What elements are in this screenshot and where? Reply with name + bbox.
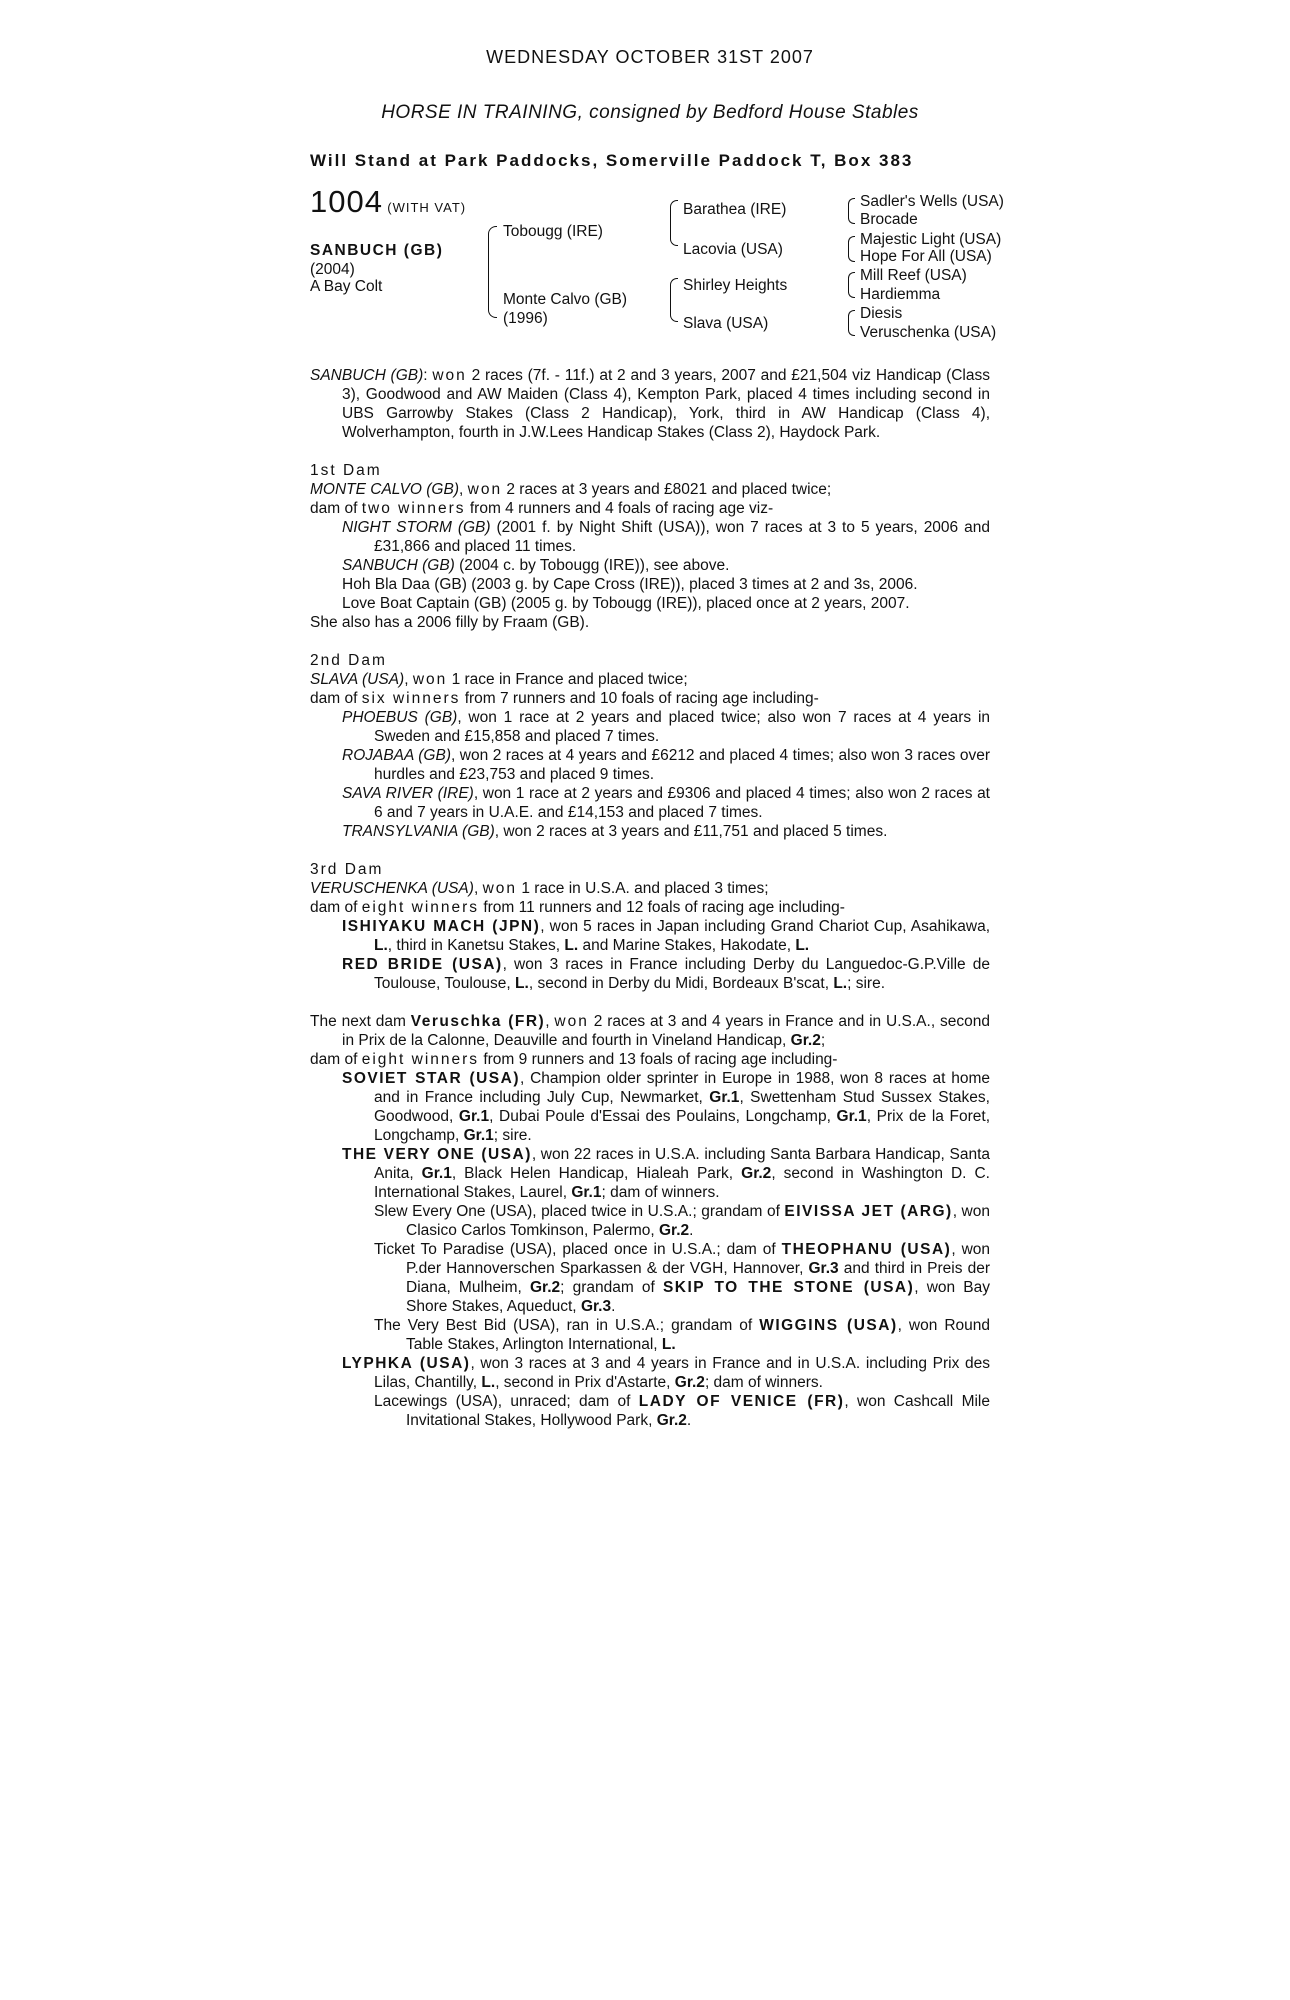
foal-text: , won Cashcall Mile Invitational Stakes, Hollywood Park, [406,1393,990,1429]
lot-number: 1004 [310,184,383,219]
grade-tag: Gr.1 [836,1108,867,1125]
vat-note: (WITH VAT) [387,200,467,215]
ggp-6: Hardiemma [860,286,941,303]
brace-ggp-1 [848,198,855,224]
third-dam-record-text: 1 race in U.S.A. and placed 3 times; [521,880,769,897]
first-dam-heading: 1st Dam [310,462,382,479]
foal-name: ISHIYAKU MACH (JPN) [342,918,541,935]
list-item [310,1069,990,1145]
dam-sire: Shirley Heights [683,277,788,294]
full-stop: . [689,1222,694,1239]
foal-text: (2001 f. by Night Shift (USA)), won 7 races at 3 to 5 years, 2006 and £31,866 and placed 11 times. [374,519,990,555]
foal-text: Love Boat Captain (GB) (2005 g. by Tobougg (IRE)), placed once at 2 years, 2007. [342,595,910,612]
foal-name: WIGGINS (USA) [759,1317,898,1334]
winners-count: two winners [361,500,466,517]
grade-tag: Gr.3 [808,1260,839,1277]
third-dam-heading: 3rd Dam [310,861,384,878]
dam-year: (1996) [503,310,548,327]
second-dam-produce [310,689,990,708]
brace-gen1 [488,226,497,318]
foal-text: , won 1 race at 2 years and placed twice; also won 7 races at 4 years in Sweden and £15,858 and placed 7 times. [374,709,991,745]
foal-text: , won 2 races at 4 years and £6212 and placed 4 times; also won 3 races over hurdles and £23,753 and placed 9 times. [374,747,990,783]
brace-ggp-4 [848,310,855,336]
foal-name: ROJABAA (GB) [342,747,451,764]
foal-text: , Prix de la Foret, Longchamp, [374,1108,990,1144]
ggp-7: Diesis [860,305,903,322]
list-item [310,822,990,841]
won-word: won [412,671,448,688]
sire-dam: Lacovia (USA) [683,241,783,258]
second-dam-record-text: 1 race in France and placed twice; [451,671,688,688]
dam-of-label: dam of [310,690,358,707]
foal-text: Ticket To Paradise (USA), placed once in U.S.A.; dam of [374,1241,776,1258]
grade-tag: Gr.2 [658,1222,690,1239]
foal-text: , Dubai Poule d'Essai des Poulains, Longchamp, [489,1108,831,1125]
list-item [310,746,990,784]
foal-text: The Very Best Bid (USA), ran in U.S.A.; grandam of [374,1317,753,1334]
grade-tag: Gr.2 [790,1032,821,1049]
brace-ggp-2 [848,236,855,262]
sire-sire: Barathea (IRE) [683,201,787,218]
sale-date: WEDNESDAY OCTOBER 31ST 2007 [486,47,814,67]
foal-text: and third in Preis der Diana, Mulheim, [406,1260,990,1296]
listed-tag: L. [661,1336,676,1353]
first-dam-record: MONTE CALVO (GB), won 2 races at 3 years and £8021 and placed twice; [310,481,832,498]
list-item [310,594,990,613]
list-item [310,1240,990,1316]
produce-summary: from 9 runners and 13 foals of racing age including- [483,1051,838,1068]
full-stop: . [686,1412,692,1429]
dam-name: Monte Calvo (GB) [503,291,628,308]
list-item [310,518,990,556]
list-item [310,1145,990,1202]
ggp-4: Hope For All (USA) [860,248,992,265]
lot-number-line [310,184,467,219]
listed-tag: L. [515,975,529,992]
first-dam-produce [310,499,990,518]
won-word: won [554,1013,589,1030]
listed-tag: L. [795,937,810,954]
grade-tag: Gr.1 [571,1184,602,1201]
third-dam-produce [310,898,990,917]
list-item [310,917,990,955]
brace-ggp-3 [848,272,855,298]
grade-tag: Gr.1 [421,1165,452,1182]
grade-tag: Gr.2 [741,1165,772,1182]
foal-text: , won Clasico Carlos Tomkinson, Palermo, [406,1203,990,1239]
horse-description: A Bay Colt [310,278,383,295]
list-item [310,955,990,993]
list-item [310,556,990,575]
sale-title: HORSE IN TRAINING, consigned by Bedford House Stables [381,102,919,123]
grade-tag: Gr.2 [529,1279,561,1296]
sire-name: Tobougg (IRE) [503,223,603,240]
brace-sire [670,200,678,246]
listed-tag: L. [374,937,388,954]
foal-text: , Black Helen Handicap, Hialeah Park, [451,1165,734,1182]
grade-tag: Gr.1 [458,1108,490,1125]
winners-count: eight winners [361,1051,480,1068]
list-item [310,784,990,822]
listed-tag: L. [481,1374,496,1391]
foal-text: Lacewings (USA), unraced; dam of [374,1393,631,1410]
won-word: won [432,367,467,384]
dam-of-label: dam of [310,1051,358,1068]
foal-text: , second in Prix d'Astarte, [495,1374,671,1391]
produce-summary: from 11 runners and 12 foals of racing age including- [483,899,845,916]
record-horse-name: SANBUCH (GB) [310,367,424,384]
foal-name: TRANSYLVANIA (GB) [342,823,495,840]
winners-count: six winners [361,690,461,707]
ggp-2: Brocade [860,211,918,228]
ggp-8: Veruschenka (USA) [860,324,997,341]
next-dam-record-text: 2 races at 3 and 4 years in France and in U.S.A., second in Prix de la Calonne, Deauville and fourth in Vineland Handicap, [342,1013,990,1049]
list-item [310,575,990,594]
list-item [310,708,990,746]
next-dam-name: Veruschka (FR) [410,1013,546,1030]
dam-of-label: dam of [310,899,358,916]
next-dam-record: The next dam Veruschka (FR), won 2 races at 3 and 4 years in France and in U.S.A., second in Prix de la Calonne, Deauville and fourth in Vineland Handicap, Gr.2; [310,1013,990,1049]
foal-name: LYPHKA (USA) [342,1355,471,1372]
won-word: won [482,880,517,897]
foal-name: SOVIET STAR (USA) [342,1070,520,1087]
produce-summary: from 4 runners and 4 foals of racing age viz- [469,500,774,517]
foal-text: ; dam of winners. [704,1374,823,1391]
list-item [310,1316,990,1354]
listed-tag: L. [564,937,579,954]
third-dam-record: VERUSCHENKA (USA), won 1 race in U.S.A. and placed 3 times; [310,880,769,897]
foal-name: SAVA RIVER (IRE) [342,785,474,802]
full-stop: . [611,1298,616,1315]
foal-text: , Champion older sprinter in Europe in 1988, won 8 races at home and in France including July Cup, Newmarket, [374,1070,990,1106]
ggp-1: Sadler's Wells (USA) [860,193,1004,210]
foal-text: Slew Every One (USA), placed twice in U.S.A.; grandam of [374,1203,780,1220]
produce-summary: from 7 runners and 10 foals of racing age including- [464,690,819,707]
foal-name: EIVISSA JET (ARG) [784,1203,953,1220]
foal-name: LADY OF VENICE (FR) [638,1393,845,1410]
foal-name: THEOPHANU (USA) [781,1241,952,1258]
grade-tag: Gr.2 [674,1374,705,1391]
foal-text: Hoh Bla Daa (GB) (2003 g. by Cape Cross (IRE)), placed 3 times at 2 and 3s, 2006. [342,576,918,593]
foal-text: , won 1 race at 2 years and £9306 and placed 4 times; also won 2 races at 6 and 7 years in U.A.E. and £14,153 and placed 7 times. [374,785,990,821]
foal-text: , third in Kanetsu Stakes, [387,937,561,954]
second-dam-heading: 2nd Dam [310,652,387,669]
foal-name: THE VERY ONE (USA) [342,1146,532,1163]
first-dam-name: MONTE CALVO (GB) [310,481,459,498]
next-dam-intro: The next dam [310,1013,406,1030]
third-dam-name: VERUSCHENKA (USA) [310,880,474,897]
foal-name: RED BRIDE (USA) [342,956,503,973]
ggp-5: Mill Reef (USA) [860,267,967,284]
foal-text: ; sire. [847,975,886,992]
horse-year: (2004) [310,261,355,278]
race-record: SANBUCH (GB): won 2 races (7f. - 11f.) at 2 and 3 years, 2007 and £21,504 viz Handicap (Class 3), Goodwood and AW Maiden (Class 4), Kempton Park, placed 4 times including second in UBS Garrowby Stakes (Class 2 Handicap), York, third in AW Handicap (Class 4), Wolverhampton, fourth in J.W.Lees Handicap Stakes (Class 2), Haydock Park. [310,367,990,441]
foal-text: , second in Washington D. C. International Stakes, Laurel, [374,1165,990,1201]
grade-tag: Gr.1 [463,1127,494,1144]
winners-count: eight winners [361,899,480,916]
list-item [310,1202,990,1240]
foal-text: , won 5 races in Japan including Grand Chariot Cup, Asahikawa, [540,918,991,935]
foal-text: ; sire. [493,1127,532,1144]
won-word: won [467,481,503,498]
foal-text: ; dam of winners. [601,1184,720,1201]
brace-dam [670,278,678,322]
foal-text: , won 3 races in France including Derby du Languedoc-G.P.Ville de Toulouse, Toulouse, [374,956,990,992]
foal-name: PHOEBUS (GB) [342,709,458,726]
dam-of-label: dam of [310,500,358,517]
list-item [310,1392,990,1430]
horse-name: SANBUCH (GB) [310,242,444,259]
ggp-3: Majestic Light (USA) [860,231,1002,248]
foal-text: , won P.der Hannoverschen Sparkassen & der VGH, Hannover, [406,1241,991,1277]
foal-name: SKIP TO THE STONE (USA) [662,1279,915,1296]
catalogue-body [310,366,990,1430]
foal-text: , won 3 races at 3 and 4 years in France and in U.S.A. including Prix des Lilas, Chantilly, [374,1355,990,1391]
foal-text: , won 2 races at 3 years and £11,751 and placed 5 times. [494,823,888,840]
pedigree-block [310,184,1030,352]
listed-tag: L. [833,975,848,992]
also-note: She also has a 2006 filly by Fraam (GB). [310,614,590,631]
first-dam-record-text: 2 races at 3 years and £8021 and placed twice; [506,481,832,498]
record-text: 2 races (7f. - 11f.) at 2 and 3 years, 2007 and £21,504 viz Handicap (Class 3), Goodwood and AW Maiden (Class 4), Kempton Park, placed 4 times including second in UBS Garrowby Stakes (Class 2 Handicap), York, third in AW Handicap (Class 4), Wolverhampton, fourth in J.W.Lees Handicap Stakes (Class 2), Haydock Park. [342,367,990,441]
foal-name: SANBUCH (GB) [342,557,455,574]
dam-dam: Slava (USA) [683,315,769,332]
list-item [310,1354,990,1392]
foal-text: , won 22 races in U.S.A. including Santa Barbara Handicap, Santa Anita, [374,1146,990,1182]
second-dam-name: SLAVA (USA) [310,671,405,688]
foal-text: , Swettenham Stud Sussex Stakes, Goodwood, [374,1089,990,1125]
next-dam-produce [310,1050,990,1069]
foal-text: , won Bay Shore Stakes, Aqueduct, [406,1279,991,1315]
grade-tag: Gr.1 [709,1089,740,1106]
foal-text: , second in Derby du Midi, Bordeaux B'scat, [528,975,830,992]
grade-tag: Gr.3 [580,1298,612,1315]
foal-name: NIGHT STORM (GB) [342,519,491,536]
stand-location: Will Stand at Park Paddocks, Somerville Paddock T, Box 383 [310,151,914,170]
second-dam-record: SLAVA (USA), won 1 race in France and placed twice; [310,671,688,688]
grade-tag: Gr.2 [656,1412,687,1429]
foal-text: , won Round Table Stakes, Arlington International, [406,1317,990,1353]
foal-text: (2004 c. by Tobougg (IRE)), see above. [459,557,730,574]
foal-text: ; grandam of [560,1279,655,1296]
foal-text: and Marine Stakes, Hakodate, [582,937,792,954]
